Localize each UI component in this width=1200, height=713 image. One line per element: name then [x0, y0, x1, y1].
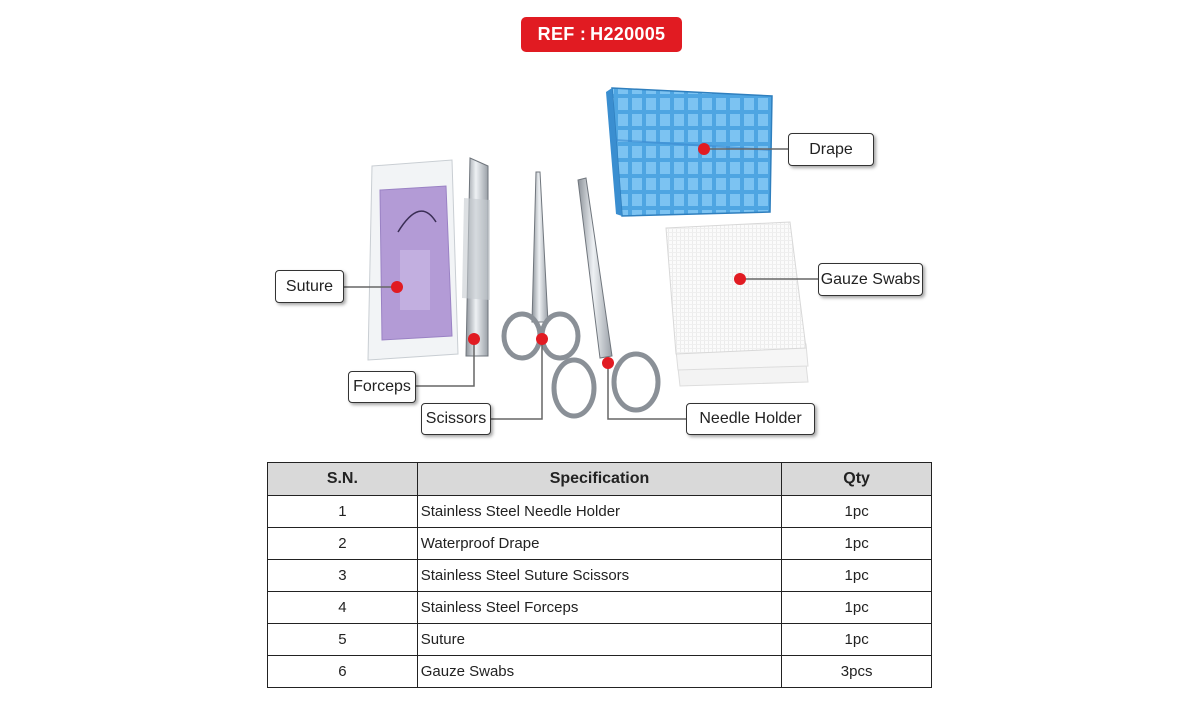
needle-holder-marker [602, 357, 614, 369]
drape-illustration [606, 88, 772, 216]
callout-forceps: Forceps [348, 371, 416, 403]
table-row [268, 592, 932, 624]
cell-spec: Stainless Steel Needle Holder [417, 496, 781, 528]
cell-sn: 5 [268, 624, 418, 656]
callout-scissors: Scissors [421, 403, 491, 435]
cell-qty: 1pc [782, 624, 932, 656]
suture-marker [391, 281, 403, 293]
forceps-marker [468, 333, 480, 345]
header-qty: Qty [782, 463, 932, 496]
ref-code: H220005 [590, 24, 666, 44]
callout-gauze-swabs: Gauze Swabs [818, 263, 923, 296]
cell-spec: Stainless Steel Forceps [417, 592, 781, 624]
gauze-illustration [666, 222, 808, 386]
table-row [268, 656, 932, 688]
cell-sn: 6 [268, 656, 418, 688]
cell-spec: Gauze Swabs [417, 656, 781, 688]
scissors-illustration [504, 172, 578, 358]
table-row [268, 528, 932, 560]
table-row [268, 560, 932, 592]
table-row [268, 496, 932, 528]
cell-spec: Suture [417, 624, 781, 656]
table-header-row [268, 463, 932, 496]
ref-label: REF : [537, 24, 587, 44]
callout-suture: Suture [275, 270, 344, 303]
spec-table [267, 462, 932, 688]
forceps-illustration [462, 158, 490, 356]
cell-sn: 3 [268, 560, 418, 592]
gauze-marker [734, 273, 746, 285]
cell-spec: Waterproof Drape [417, 528, 781, 560]
callout-drape: Drape [788, 133, 874, 166]
cell-spec: Stainless Steel Suture Scissors [417, 560, 781, 592]
drape-marker [698, 143, 710, 155]
suture-illustration [368, 160, 458, 360]
cell-sn: 2 [268, 528, 418, 560]
cell-qty: 1pc [782, 528, 932, 560]
cell-qty: 1pc [782, 560, 932, 592]
cell-qty: 1pc [782, 496, 932, 528]
cell-sn: 1 [268, 496, 418, 528]
header-sn: S.N. [268, 463, 418, 496]
table-row [268, 624, 932, 656]
cell-qty: 3pcs [782, 656, 932, 688]
scissors-marker [536, 333, 548, 345]
cell-qty: 1pc [782, 592, 932, 624]
header-spec: Specification [417, 463, 781, 496]
callout-needle-holder: Needle Holder [686, 403, 815, 435]
cell-sn: 4 [268, 592, 418, 624]
